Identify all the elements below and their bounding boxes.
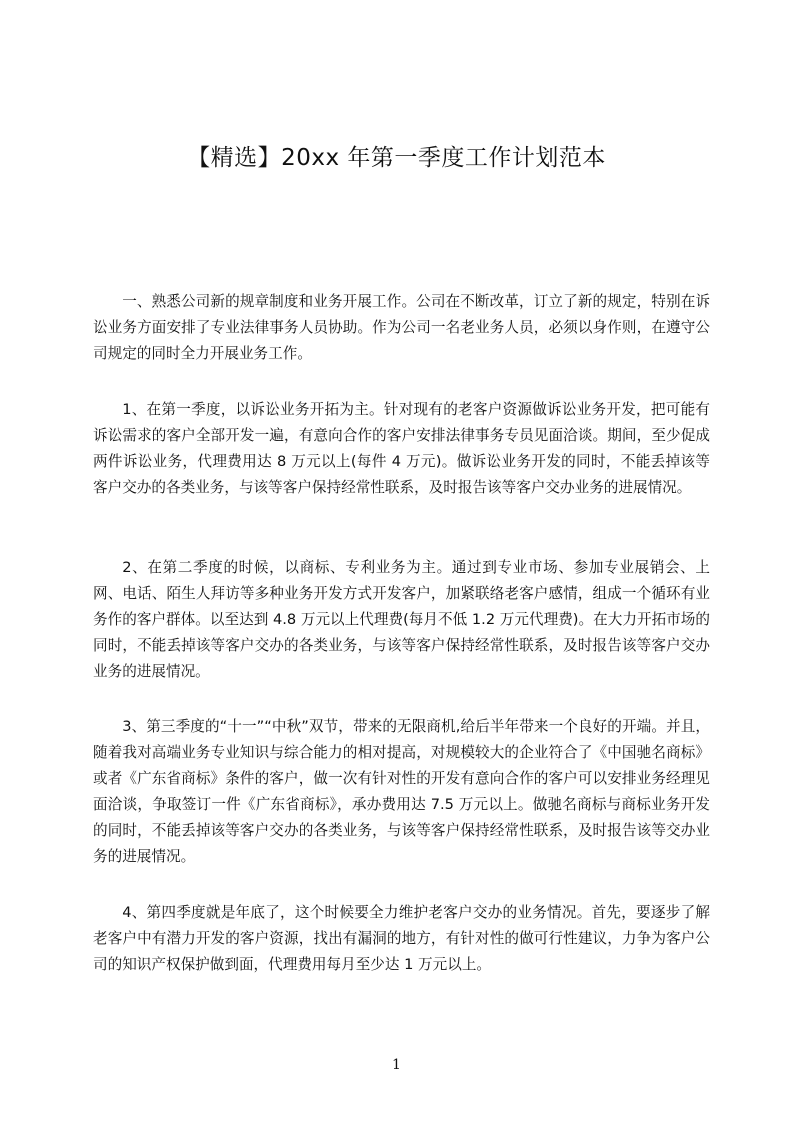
paragraph-q1: 1、在第一季度，以诉讼业务开拓为主。针对现有的老客户资源做诉讼业务开发，把可能有诉讼需求的客户全部开发一遍，有意向合作的客户安排法律事务专员见面洽谈。期间，至少促成两件诉讼业务，代理费用达 8 万元以上(每件 4 万元)。做诉讼业务开发的同时，不能丢掉该等客户交办的各类业务，与该等客户保持经常性联系，及时报告该等客户交办业务的进展情况。 <box>93 401 710 496</box>
paragraph-q3: 3、第三季度的“十一”“中秋”双节，带来的无限商机,给后半年带来一个良好的开端。并且，随着我对高端业务专业知识与综合能力的相对提高，对规模较大的企业符合了《中国驰名商标》或者《广东省商标》条件的客户，做一次有针对性的开发有意向合作的客户可以安排业务经理见面洽谈，争取签订一件《广东省商标》，承办费用达 7.5 万元以上。做驰名商标与商标业务开发的同时，不能丢掉该等客户交办的各类业务，与该等客户保持经常性联系，及时报告该等交办业务的进展情况。 <box>93 718 710 865</box>
paragraph-intro: 一、熟悉公司新的规章制度和业务开展工作。公司在不断改革，订立了新的规定，特别在诉讼业务方面安排了专业法律事务人员协助。作为公司一名老业务人员，必须以身作则，在遵守公司规定的同时全力开展业务工作。 <box>93 293 710 362</box>
paragraph-q4: 4、第四季度就是年底了，这个时候要全力维护老客户交办的业务情况。首先，要逐步了解老客户中有潜力开发的客户资源，找出有漏洞的地方，有针对性的做可行性建议，力争为客户公司的知识产权保护做到面，代理费用每月至少达 1 万元以上。 <box>93 904 710 973</box>
page-number: 1 <box>392 1057 401 1073</box>
document-title: 【精选】20xx 年第一季度工作计划范本 <box>187 145 606 171</box>
paragraph-q2: 2、在第二季度的时候，以商标、专利业务为主。通过到专业市场、参加专业展销会、上网、电话、陌生人拜访等多种业务开发方式开发客户，加紧联络老客户感情，组成一个循环有业务作的客户群体。以至达到 4.8 万元以上代理费(每月不低 1.2 万元代理费)。在大力开拓市场的同时，不能丢掉该等客户交办的各类业务，与该等客户保持经常性联系，及时报告该等客户交办业务的进展情况。 <box>93 559 710 680</box>
